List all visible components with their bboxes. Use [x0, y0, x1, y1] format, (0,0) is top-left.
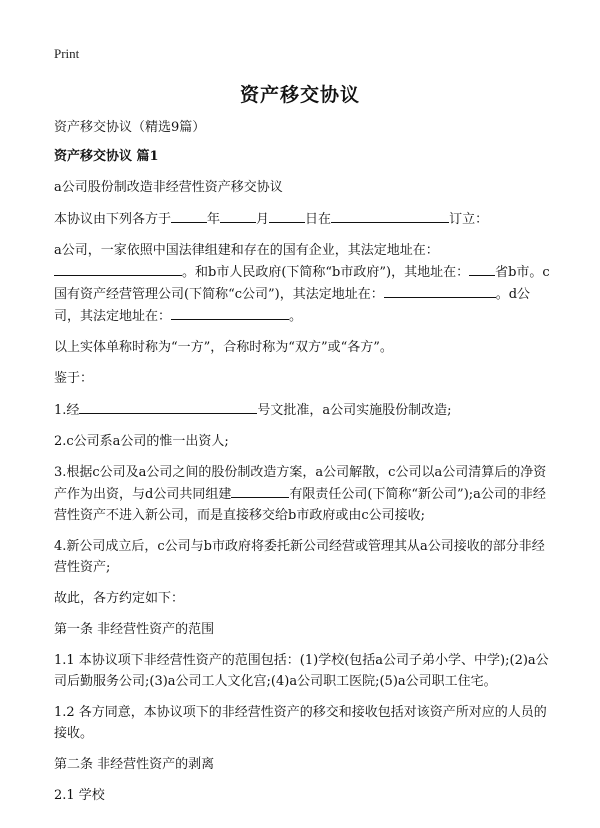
parties-text-2: 。和b市人民政府(下简称“b市政府”)，其地址在：: [182, 265, 470, 280]
parties-text-4: 。d公司，其法定地址在：: [54, 287, 531, 324]
blank-a-address: [54, 261, 182, 276]
whereas-item-3: [54, 462, 554, 526]
parties-text-5: 。: [289, 309, 303, 324]
blank-year: [171, 208, 207, 223]
section-heading: 资产移交协议 篇1: [54, 149, 159, 164]
item1-text-1: 1.经: [54, 403, 80, 418]
article-1-heading: 第一条 非经营性资产的范围: [54, 622, 215, 637]
signing-text-2: 年: [207, 212, 221, 227]
paragraph-whereas: 鉴于：: [54, 371, 94, 386]
blank-approval-doc: [79, 399, 257, 414]
blank-new-company: [231, 483, 289, 498]
document-title: 资产移交协议: [239, 84, 360, 106]
signing-text-3: 月: [256, 212, 270, 227]
article-2-heading: 第二条 非经营性资产的剥离: [54, 757, 215, 772]
whereas-item-4: 4.新公司成立后，c公司与b市政府将委托新公司经营或管理其从a公司接收的部分非经营性资产;: [54, 539, 545, 575]
paragraph-agreement: 故此，各方约定如下：: [54, 591, 185, 606]
item3-text-1: 3.根据c公司及a公司之间的股份制改造方案，a公司解散，c公司以a公司清算后的净资产作为出资，与d公司共同组建: [54, 465, 547, 502]
paragraph-collective-terms: 以上实体单称时称为“一方”，合称时称为“双方”或“各方”。: [54, 340, 393, 355]
document-subtitle: 资产移交协议（精选9篇）: [54, 120, 206, 135]
signing-text-4: 日在: [305, 212, 332, 227]
paragraph-intro: a公司股份制改造非经营性资产移交协议: [54, 180, 283, 195]
blank-d-address: [171, 305, 289, 320]
paragraph-parties: [54, 240, 554, 327]
signing-text-5: 订立：: [449, 212, 489, 227]
clause-2-1: 2.1 学校: [54, 788, 105, 803]
whereas-item-1: [54, 399, 554, 421]
clause-1-1: 1.1 本协议项下非经营性资产的范围包括：(1)学校(包括a公司子弟小学、中学);(2)a公司后勤服务公司;(3)a公司工人文化宫;(4)a公司职工医院;(5)a公司职工住宅。: [54, 653, 549, 689]
paragraph-signing: [54, 208, 554, 230]
item3-text-2: 有限责任公司(下简称“新公司”);a公司的非经营性资产不进入新公司，而是直接移交给b市政府或由c公司接收;: [54, 487, 546, 523]
clause-1-2: 1.2 各方同意，本协议项下的非经营性资产的移交和接收包括对该资产所对应的人员的接收。: [54, 705, 547, 741]
blank-c-address: [384, 283, 496, 298]
document-body: [54, 117, 554, 816]
blank-day: [269, 208, 305, 223]
signing-text-1: 本协议由下列各方于: [54, 212, 172, 227]
blank-place: [331, 208, 449, 223]
parties-text-1: a公司，一家依照中国法律组建和存在的国有企业，其法定地址在：: [54, 243, 439, 258]
blank-month: [220, 208, 256, 223]
blank-province: [469, 261, 495, 276]
parties-text-3: 省b市。c国有资产经营管理公司(下简称“c公司”)，其法定地址在：: [54, 265, 550, 302]
whereas-item-2: 2.c公司系a公司的惟一出资人;: [54, 434, 229, 449]
print-link[interactable]: Print: [54, 46, 80, 61]
item1-text-2: 号文批准，a公司实施股份制改造;: [257, 403, 452, 418]
